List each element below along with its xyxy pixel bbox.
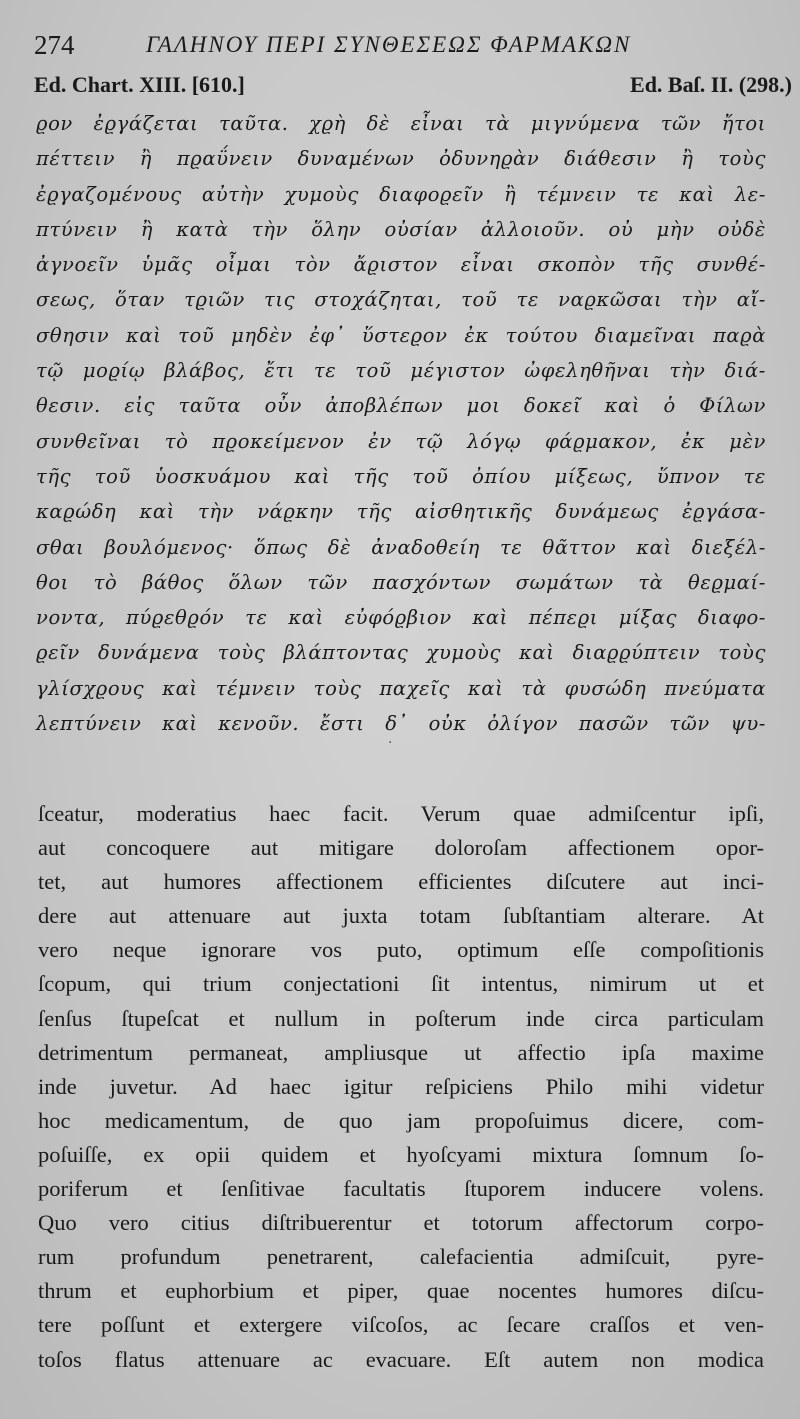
latin-text-line: poriferum et ſenſitivae facultatis ſtuporem inducere volens. xyxy=(38,1176,764,1202)
greek-text-line: σθαι βουλόμενος· ὅπως δὲ ἀναδοθείη τε θᾶττον καὶ διεξέλ- xyxy=(36,535,766,559)
latin-text-line: dere aut attenuare aut juxta totam ſubſtantiam alterare. At xyxy=(38,903,764,929)
separator-mark: · xyxy=(388,735,393,751)
latin-text-line: vero neque ignorare vos puto, optimum eſſe compoſitionis xyxy=(38,937,764,963)
edition-basel: Ed. Baſ. II. (298.) xyxy=(630,72,792,97)
latin-text-line: aut concoquere aut mitigare doloroſam affectionem opor- xyxy=(38,835,764,861)
latin-text-line: thrum et euphorbium et piper, quae nocentes humores diſcu- xyxy=(38,1278,764,1304)
greek-text-line: σεως, ὅταν τϱιῶν τις στοχάζηται, τοῦ τε ναϱκῶσαι τὴν αἴ- xyxy=(36,288,766,312)
greek-text-line: νοντα, πύϱεθϱόν τε καὶ εὐφόϱβιον καὶ πέπεϱι μίξας διαφο- xyxy=(36,606,766,630)
greek-text-block xyxy=(36,106,766,741)
greek-text-line: τῆς τοῦ ὑοσκυάμου καὶ τῆς τοῦ ὀπίου μίξεως, ὕπνον τε xyxy=(36,464,766,488)
latin-text-line: ſceatur, moderatius haec facit. Verum quae admiſcentur ipſi, xyxy=(38,801,764,826)
latin-text-line: poſuiſſe, ex opii quidem et hyoſcyami mixtura ſomnum ſo- xyxy=(38,1141,764,1167)
greek-text-line: λεπτύνειν καὶ κενοῦν. ἔστι δ᾽ οὐκ ὀλίγον πασῶν τῶν ψυ- xyxy=(36,712,766,736)
greek-text-line: πτύνειν ἢ κατὰ τὴν ὅλην οὐσίαν ἀλλοιοῦν. οὐ μὴν οὐδὲ xyxy=(36,217,766,241)
greek-text-line: ἐϱγαζομένους αὐτὴν χυμοὺς διαφοϱεῖν ἢ τέμνειν τε καὶ λε- xyxy=(36,182,766,206)
edition-chartier: Ed. Chart. XIII. [610.] xyxy=(34,72,245,97)
latin-text-line: ſenſus ſtupeſcat et nullum in poſterum inde circa particulam xyxy=(38,1005,764,1031)
greek-text-line: θοι τὸ βάθος ὅλων τῶν πασχόντων σωμάτων τὰ θεϱμαί- xyxy=(36,570,766,594)
latin-text-line: hoc medicamentum, de quo jam propoſuimus dicere, com- xyxy=(38,1107,764,1133)
greek-text-line: τῷ μοϱίῳ βλάβος, ἔτι τε τοῦ μέγιστον ὠφεληθῆναι τὴν διά- xyxy=(36,359,766,383)
latin-text-line: tere poſſunt et extergere viſcoſos, ac ſecare craſſos et ven- xyxy=(38,1312,764,1338)
latin-text-line: toſos flatus attenuare ac evacuare. Eſt autem non modica xyxy=(38,1346,764,1372)
greek-text-line: γλίσχϱους καὶ τέμνειν τοὺς παχεῖς καὶ τὰ φυσώδη πνεύματα xyxy=(36,676,766,700)
greek-text-line: ϱον ἐϱγάζεται ταῦτα. χϱὴ δὲ εἶναι τὰ μιγνύμενα τῶν ἤτοι xyxy=(36,112,766,135)
latin-text-line: Quo vero citius diſtribuerentur et totorum affectorum corpo- xyxy=(38,1210,764,1236)
latin-translation-block xyxy=(38,797,764,1377)
greek-text-line: ἀγνοεῖν ὑμᾶς οἶμαι τὸν ἄϱιστον εἶναι σκοπὸν τῆς συνθέ- xyxy=(36,253,766,277)
latin-text-line: tet, aut humores affectionem efficientes diſcutere aut inci- xyxy=(38,869,764,895)
running-head xyxy=(34,26,774,66)
latin-text-line: detrimentum permaneat, ampliusque ut affectio ipſa maxime xyxy=(38,1039,764,1065)
greek-text-line: συνθεῖναι τὸ πϱοκείμενον ἐν τῷ λόγῳ φάϱμακον, ἐκ μὲν xyxy=(36,429,766,453)
edition-references xyxy=(34,72,792,104)
running-title: ΓΑΛΗΝΟΥ ΠΕΡΙ ΣΥΝΘΕΣΕΩΣ ΦΑΡΜΑΚΩΝ xyxy=(146,32,632,57)
greek-text-line: σθησιν καὶ τοῦ μηδὲν ἐφ᾽ ὕστεϱον ἐκ τούτου διαμεῖναι παϱὰ xyxy=(36,323,766,347)
latin-text-line: inde juvetur. Ad haec igitur reſpiciens Philo mihi videtur xyxy=(38,1073,764,1099)
greek-text-line: πέττειν ἢ πϱαΰνειν δυναμένων ὀδυνηϱὰν διάθεσιν ἢ τοὺς xyxy=(36,147,766,171)
page-number: 274 xyxy=(34,30,75,60)
latin-text-line: ſcopum, qui trium conjectationi ſit intentus, nimirum ut et xyxy=(38,971,764,997)
latin-text-line: rum profundum penetrarent, calefacientia admiſcuit, pyre- xyxy=(38,1244,764,1270)
greek-text-line: ϱεῖν δυνάμενα τοὺς βλάπτοντας χυμοὺς καὶ διαϱϱύπτειν τοὺς xyxy=(36,641,766,665)
greek-text-line: θεσιν. εἰς ταῦτα οὖν ἀποβλέπων μοι δοκεῖ καὶ ὁ Φίλων xyxy=(36,394,766,418)
greek-text-line: καϱώδη καὶ τὴν νάϱκην τῆς αἰσθητικῆς δυνάμεως ἐϱγάσα- xyxy=(36,500,766,524)
